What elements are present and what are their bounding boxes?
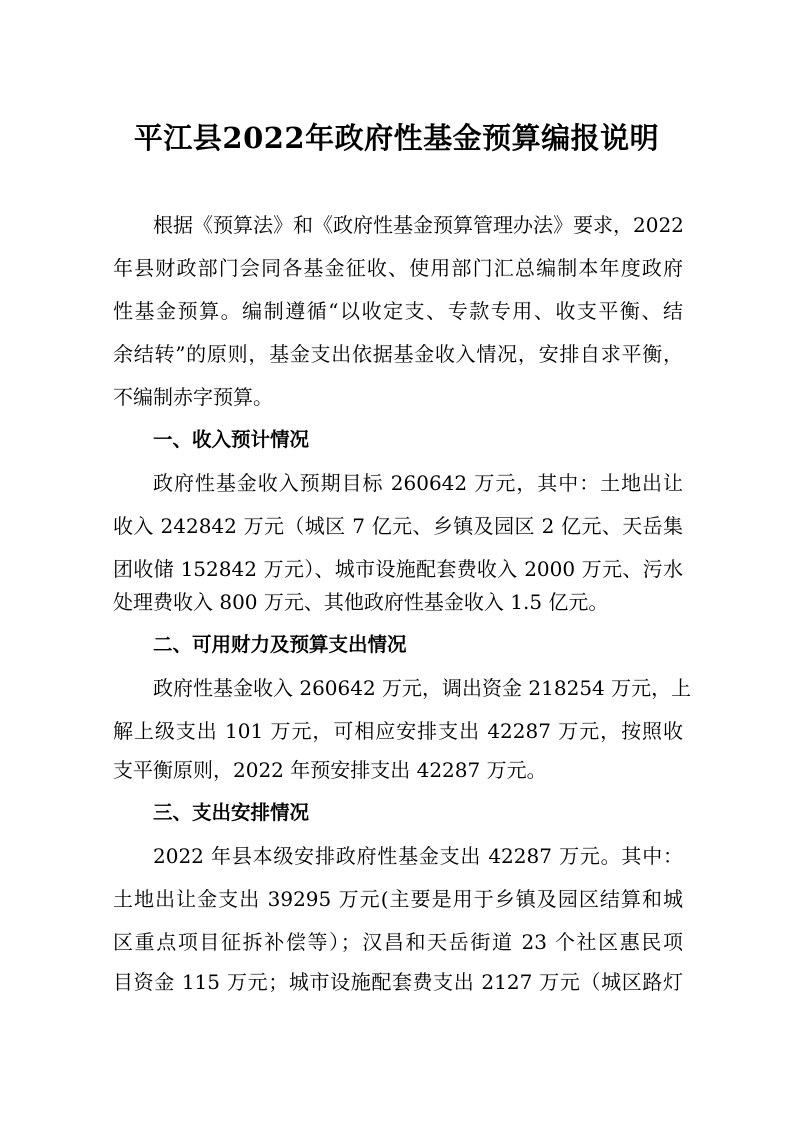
section1-line-1: 政府性基金收入预期目标 260642 万元，其中：土地出让 xyxy=(153,471,683,495)
section3-line-3: 区重点项目征拆补偿等）；汉昌和天岳街道 23 个社区惠民项 xyxy=(113,930,683,954)
section1-line-4: 处理费收入 800 万元、其他政府性基金收入 1.5 亿元。 xyxy=(113,590,609,614)
section2-line-2: 解上级支出 101 万元，可相应安排支出 42287 万元，按照收 xyxy=(113,719,683,743)
section-heading-income: 一、收入预计情况 xyxy=(153,428,310,451)
section2-line-1: 政府性基金收入 260642 万元，调出资金 218254 万元，上 xyxy=(153,676,692,700)
section3-line-1: 2022 年县本级安排政府性基金支出 42287 万元。其中： xyxy=(153,844,683,868)
section3-line-4: 目资金 115 万元；城市设施配套费支出 2127 万元（城区路灯 xyxy=(113,970,683,994)
section3-line-2: 土地出让金支出 39295 万元(主要是用于乡镇及园区结算和城 xyxy=(113,887,683,911)
intro-line-3: 性基金预算。编制遵循“以收定支、专款专用、收支平衡、结 xyxy=(113,299,683,323)
intro-line-5: 不编制赤字预算。 xyxy=(113,385,273,409)
section1-line-2: 收入 242842 万元（城区 7 亿元、乡镇及园区 2 亿元、天岳集 xyxy=(113,514,683,538)
section1-line-3: 团收储 152842 万元）、城市设施配套费收入 2000 万元、污水 xyxy=(113,557,683,581)
section2-line-3: 支平衡原则，2022 年预安排支出 42287 万元。 xyxy=(113,758,547,782)
section-heading-expenditure: 三、支出安排情况 xyxy=(153,801,310,824)
document-title: 平江县2022年政府性基金预算编报说明 xyxy=(133,121,660,155)
section-heading-resources: 二、可用财力及预算支出情况 xyxy=(153,633,407,656)
intro-line-4: 余结转”的原则，基金支出依据基金收入情况，安排自求平衡， xyxy=(113,342,683,366)
intro-line-2: 年县财政部门会同各基金征收、使用部门汇总编制本年度政府 xyxy=(113,256,683,280)
intro-line-1: 根据《预算法》和《政府性基金预算管理办法》要求，2022 xyxy=(153,213,684,237)
